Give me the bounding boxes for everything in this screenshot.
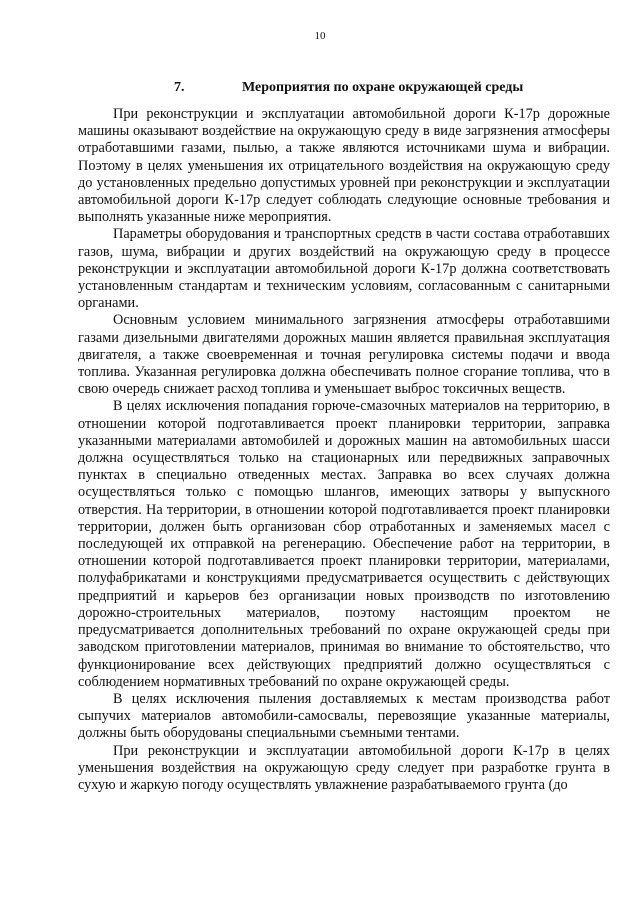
section-number: 7. xyxy=(174,80,185,95)
paragraph: При реконструкции и эксплуатации автомобильной дороги К-17р в целях уменьшения воздействия на окружающую среду следует при разработке грунта в сухую и жаркую погоду осуществлять увлажнение разрабатываемого грунта (до xyxy=(78,742,610,793)
paragraph: В целях исключения пыления доставляемых к местам производства работ сыпучих материалов автомобили-самосвалы, перевозящие указанные материалы, должны быть оборудованы специальными съемными тентами. xyxy=(78,690,610,742)
paragraph: При реконструкции и эксплуатации автомобильной дороги К-17р дорожные машины оказывают воздействие на окружающую среду в виде загрязнения атмосферы отработавшими газами, пылью, а также являются источниками шума и вибрации. Поэтому в целях уменьшения их отрицательного воздействия на окружающую среду до установленных предельно допустимых уровней при реконструкции и эксплуатации автомобильной дороги К-17р следует соблюдать следующие основные требования и выполнять указанные ниже мероприятия. xyxy=(78,106,610,226)
section-title: Мероприятия по охране окружающей среды xyxy=(242,80,524,95)
body-text xyxy=(78,106,610,794)
paragraph: Основным условием минимального загрязнения атмосферы отработавшими газами дизельными двигателями дорожных машин является правильная эксплуатация двигателя, а также своевременная и точная регулировка системы подачи и ввода топлива. Указанная регулировка должна обеспечивать полное сгорание топлива, что в свою очередь снижает расход топлива и уменьшает выброс токсичных веществ. xyxy=(78,312,610,398)
paragraph: В целях исключения попадания горюче-смазочных материалов на территорию, в отношении которой подготавливается проект планировки территории, заправка указанными материалами автомобилей и дорожных машин на автомобильных шасси должна осуществляться только на стационарных или передвижных заправочных пунктах в специально отведенных местах. Заправка во всех случаях должна осуществляться только с помощью шлангов, имеющих затворы у выпускного отверстия. На территории, в отношении которой подготавливается проект планировки территории, должен быть организован сбор отработанных и заменяемых масел с последующей их отправкой на регенерацию. Обеспечение работ на территории, в отношении которой подготавливается проект планировки территории, материалами, полуфабрикатами и конструкциями предусматривается осуществить с действующих предприятий и карьеров без организации новых производств по изготовлению дорожно-строительных материалов, поэтому настоящим проектом не предусматривается дополнительных требований по охране окружающей среды при заводском приготовлении материалов, принимая во внимание то обстоятельство, что функционирование всех действующих предприятий должно осуществляться с соблюдением нормативных требований по охране окружающей среды. xyxy=(78,398,610,690)
page-number: 10 xyxy=(314,30,326,42)
paragraph: Параметры оборудования и транспортных средств в части состава отработавших газов, шума, вибрации и других воздействий на окружающую среду в процессе реконструкции и эксплуатации автомобильной дороги К-17р должна соответствовать установленным стандартам и техническим условиям, согласованным с санитарными органами. xyxy=(78,226,610,312)
